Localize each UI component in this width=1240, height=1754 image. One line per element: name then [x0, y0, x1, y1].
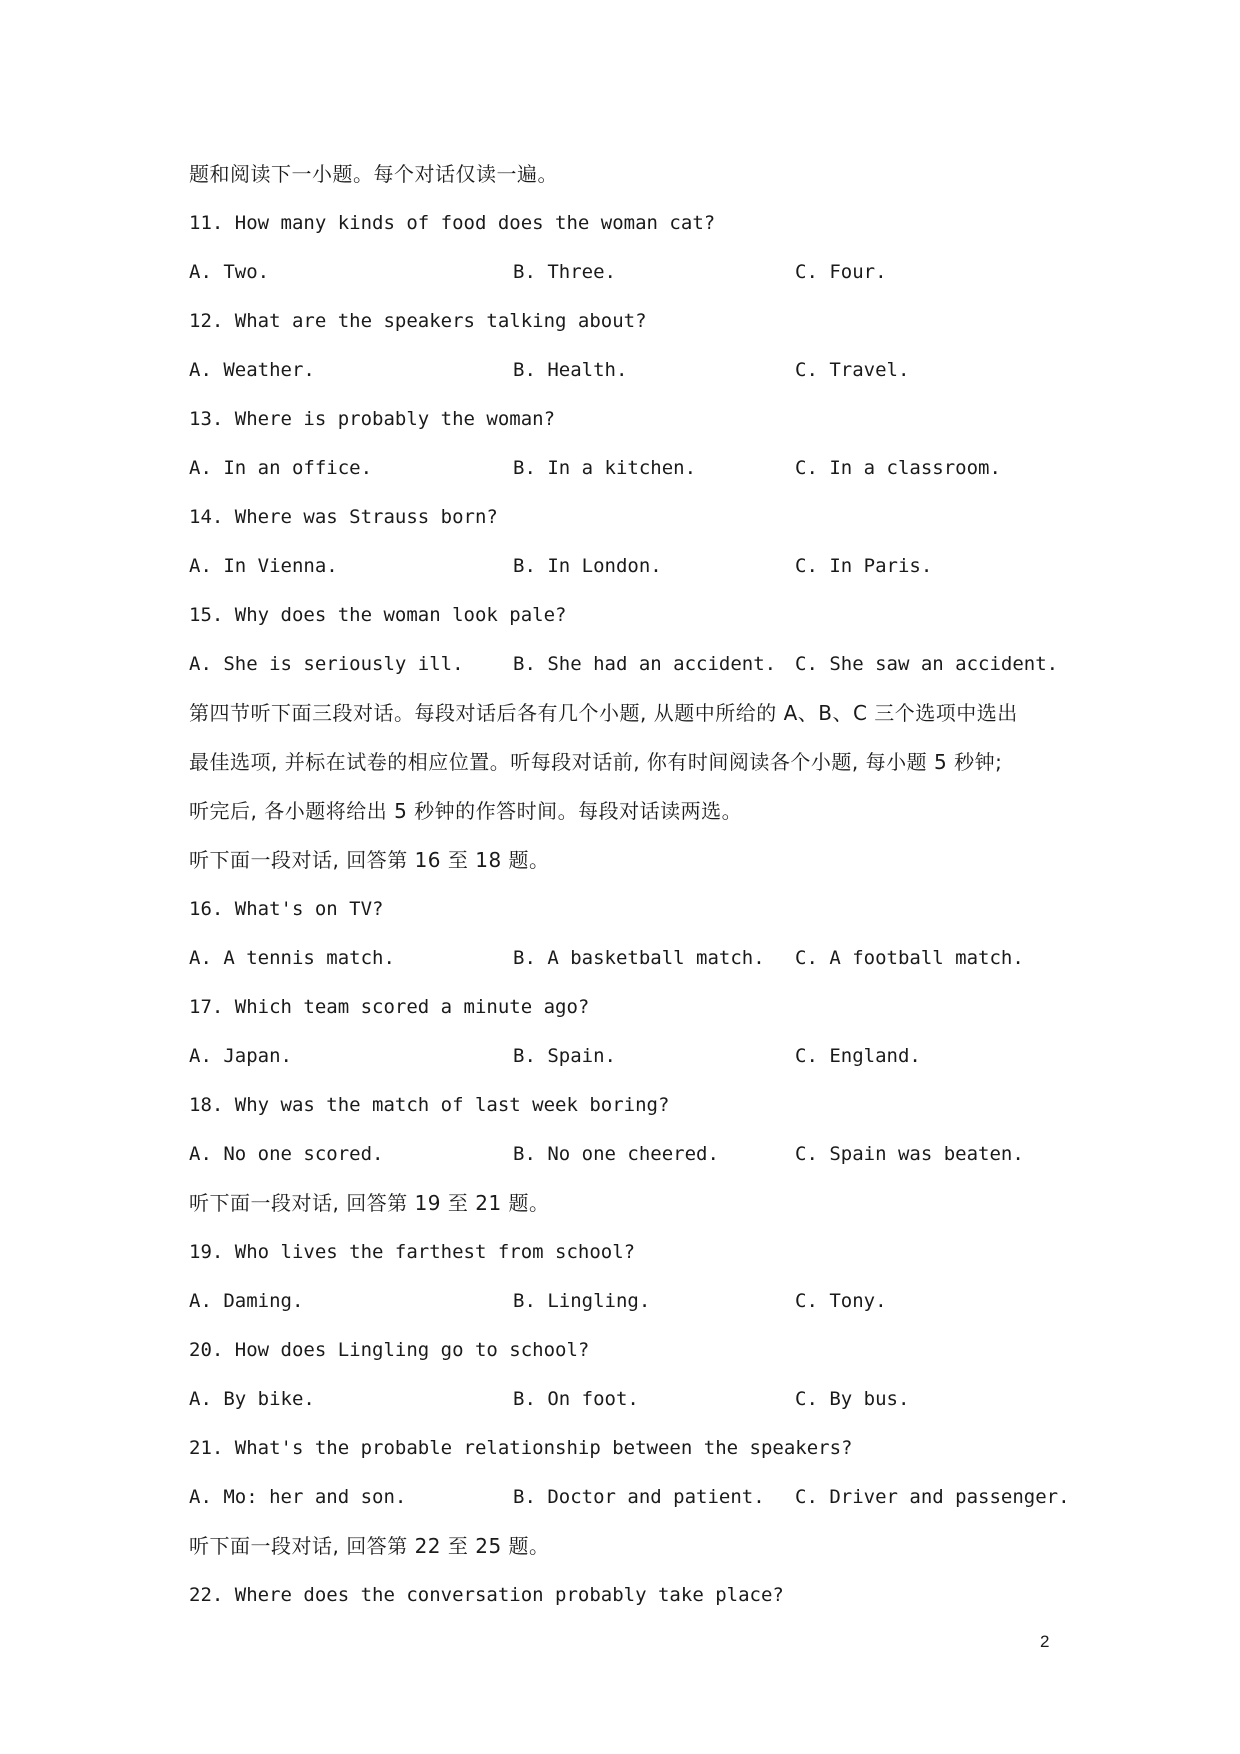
option-b: B. In a kitchen. [513, 457, 697, 479]
section4-instruction-line2: 最佳选项, 并标在试卷的相应位置。听每段对话前, 你有时间阅读各个小题, 每小题 5 秒钟; [189, 750, 1003, 774]
option-c: C. Spain was beaten. [795, 1143, 1024, 1165]
question-21: 21. What's the probable relationship between the speakers? [189, 1437, 853, 1459]
option-a: A. No one scored. [189, 1143, 384, 1165]
option-b: B. Lingling. [513, 1290, 651, 1312]
section4-instruction-line1: 第四节听下面三段对话。每段对话后各有几个小题, 从题中所给的 A、B、C 三个选项中选出 [189, 701, 1018, 725]
option-c: C. By bus. [795, 1388, 910, 1410]
option-c: C. England. [795, 1045, 921, 1067]
question-12: 12. What are the speakers talking about? [189, 310, 647, 332]
option-a: A. She is seriously ill. [189, 653, 464, 675]
question-14: 14. Where was Strauss born? [189, 506, 498, 528]
dialogue-intro-16-18: 听下面一段对话, 回答第 16 至 18 题。 [189, 848, 550, 872]
option-c: C. Travel. [795, 359, 910, 381]
option-a: A. Daming. [189, 1290, 304, 1312]
options-12 [189, 346, 1089, 395]
option-b: B. Health. [513, 359, 628, 381]
question-20: 20. How does Lingling go to school? [189, 1339, 590, 1361]
option-a: A. Japan. [189, 1045, 292, 1067]
option-c: C. Tony. [795, 1290, 887, 1312]
dialogue-intro-22-25: 听下面一段对话, 回答第 22 至 25 题。 [189, 1534, 550, 1558]
question-13: 13. Where is probably the woman? [189, 408, 556, 430]
options-13 [189, 444, 1089, 493]
option-b: B. In London. [513, 555, 662, 577]
option-c: C. Driver and passenger. [795, 1486, 1070, 1508]
options-14 [189, 542, 1089, 591]
option-c: C. In a classroom. [795, 457, 1001, 479]
option-b: B. No one cheered. [513, 1143, 719, 1165]
question-11: 11. How many kinds of food does the woman cat? [189, 212, 716, 234]
question-18: 18. Why was the match of last week boring? [189, 1094, 670, 1116]
question-15: 15. Why does the woman look pale? [189, 604, 567, 626]
options-19 [189, 1277, 1089, 1326]
page-content [189, 150, 1089, 1620]
question-16: 16. What's on TV? [189, 898, 384, 920]
option-b: B. She had an accident. [513, 653, 777, 675]
option-b: B. A basketball match. [513, 947, 765, 969]
options-15 [189, 640, 1089, 689]
option-a: A. Weather. [189, 359, 315, 381]
question-17: 17. Which team scored a minute ago? [189, 996, 590, 1018]
options-18 [189, 1130, 1089, 1179]
option-a: A. By bike. [189, 1388, 315, 1410]
option-c: C. A football match. [795, 947, 1024, 969]
options-20 [189, 1375, 1089, 1424]
question-19: 19. Who lives the farthest from school? [189, 1241, 636, 1263]
option-c: C. She saw an accident. [795, 653, 1059, 675]
dialogue-intro-19-21: 听下面一段对话, 回答第 19 至 21 题。 [189, 1191, 550, 1215]
instruction-tail: 题和阅读下一小题。每个对话仅读一遍。 [189, 162, 558, 186]
option-c: C. Four. [795, 261, 887, 283]
option-a: A. Two. [189, 261, 270, 283]
options-21 [189, 1473, 1089, 1522]
option-a: A. Mo: her and son. [189, 1486, 407, 1508]
option-c: C. In Paris. [795, 555, 933, 577]
option-b: B. Spain. [513, 1045, 616, 1067]
option-a: A. In an office. [189, 457, 373, 479]
option-b: B. Three. [513, 261, 616, 283]
page-number: 2 [1040, 1632, 1050, 1651]
option-a: A. In Vienna. [189, 555, 338, 577]
option-b: B. On foot. [513, 1388, 639, 1410]
option-a: A. A tennis match. [189, 947, 395, 969]
question-22: 22. Where does the conversation probably take place? [189, 1584, 784, 1606]
option-b: B. Doctor and patient. [513, 1486, 765, 1508]
options-16 [189, 934, 1089, 983]
section4-instruction-line3: 听完后, 各小题将给出 5 秒钟的作答时间。每段对话读两选。 [189, 799, 743, 823]
options-11 [189, 248, 1089, 297]
options-17 [189, 1032, 1089, 1081]
